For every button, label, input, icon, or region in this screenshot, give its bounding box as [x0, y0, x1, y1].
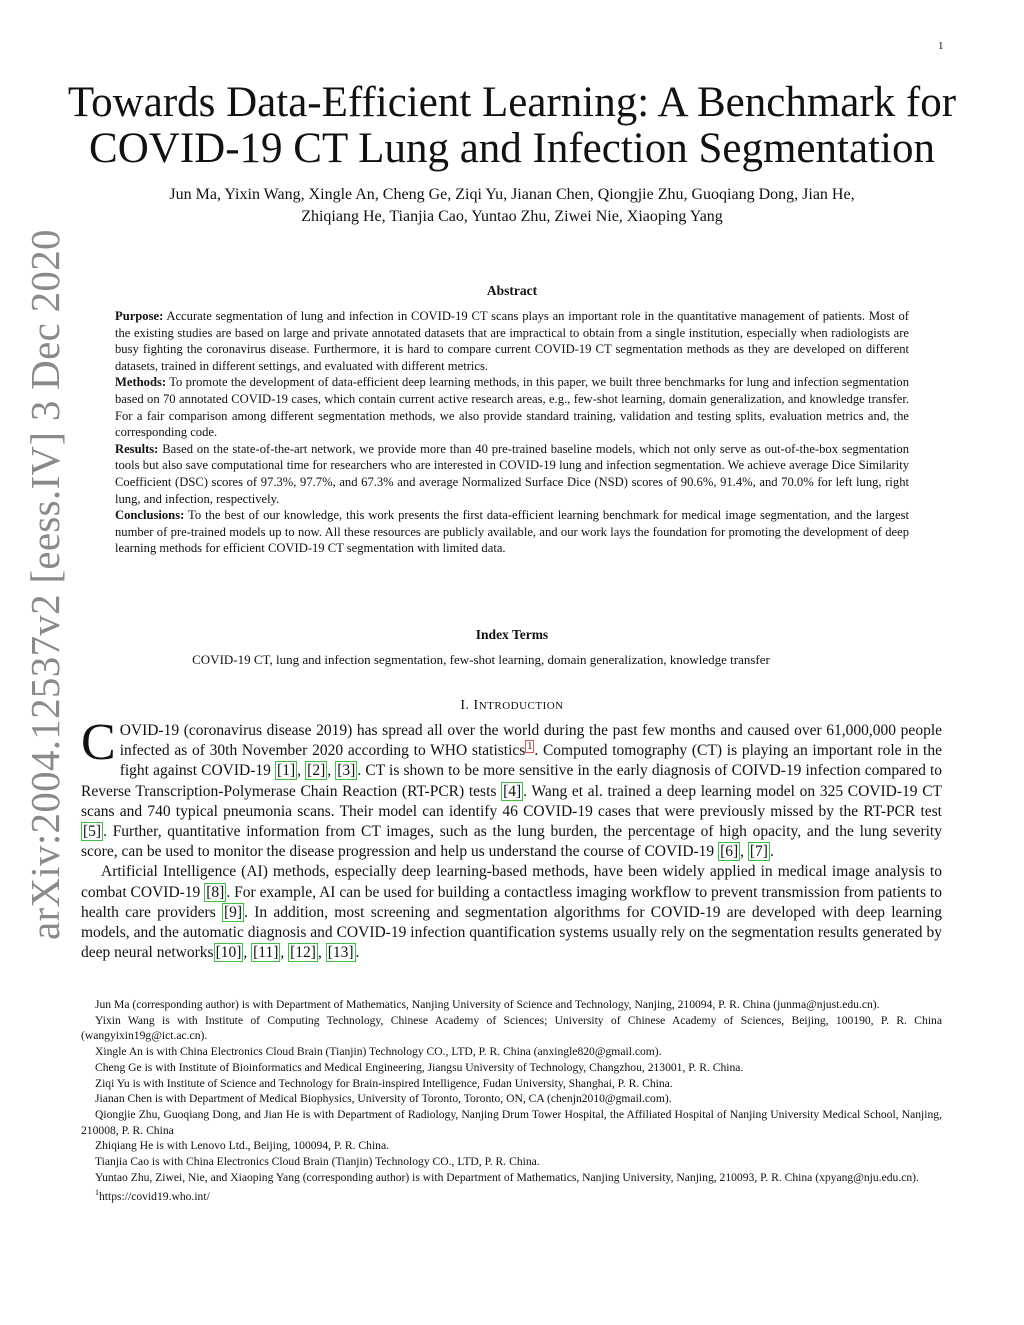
page-number: 1	[938, 40, 944, 52]
section-number: I.	[460, 698, 470, 713]
intro-text: . Computed tomography (CT) is playing an important role in the fight against COVID-19	[119, 742, 942, 780]
affiliation-note: Jun Ma (corresponding author) is with Department of Mathematics, Nanjing University of Science and Technology, Nanjing, 210094, P. R. China (junma@njust.edu.cn).	[95, 998, 880, 1011]
section-title-rest: NTRODUCTION	[478, 700, 564, 712]
results-label: Results:	[115, 441, 159, 456]
intro-paragraph-2: Artificial Intelligence (AI) methods, especially deep learning-based methods, have been widely applied in medical image analysis to combat COVID-19 [8] . For example, AI can be used for building a contactless imaging workflow to prevent transmission from patients to health care providers [9] . In addition, most screening and segmentation algorithms for COVID-19 are developed with deep learning models, and the automatic diagnosis and COVID-19 infection quantification systems usually rely on the segmentation results generated by deep neural networks [10] , [11] , [12] , [13] .	[81, 863, 942, 962]
citation-link[interactable]: [10]	[215, 944, 242, 962]
results-text: Based on the state-of-the-art network, we provide more than 40 pre-trained baseline models, which not only serve as out-of-the-box segmentation tools but also save computational time for researchers who are interested in COVID-19 lung and infection segmentation. We achieve average Dice Similarity Coefficient (DSC) scores of 97.3%, 97.7%, and 67.3% and average Normalized Surface Dice (NSD) scores of 90.6%, 91.4%, and 70.0% for left lung, right lung, and infection, respectively.	[115, 441, 909, 506]
abstract-methods	[115, 374, 909, 440]
intro-text: . Wang et al. trained a deep learning model on 325 COVID-19 CT scans and 740 typical pneumonia scans. Their model can identify 46 COVID-19 cases that were previously missed by the RT-PCR test	[81, 782, 942, 820]
affiliation-note: Yixin Wang is with Institute of Computing Technology, Chinese Academy of Sciences; University of Chinese Academy of Sciences, Beijing, 100190, P. R. China (wangyixin19g@ict.ac.cn).	[81, 1013, 942, 1043]
citation-link[interactable]: [7]	[749, 843, 768, 861]
conclusions-label: Conclusions:	[115, 508, 185, 523]
citation-link[interactable]: [5]	[83, 823, 102, 841]
methods-label: Methods:	[115, 375, 167, 390]
intro-paragraph-1: COVID-19 (coronavirus disease 2019) has spread all over the world during the past few months and caused over 61,000,000 people infected as of 30th November 2020 according to WHO statistics $^1$ . Computed tomography (CT) is playing an important role in the fight against COVID-19 [1] , [2] , [3] . CT is shown to be more sensitive in the early diagnosis of COIVD-19 infection compared to Reverse Transcription-Polymerase Chain Reaction (RT-PCR) tests [4] . Wang et al. trained a deep learning model on 325 COVID-19 CT scans and 740 typical pneumonia scans. Their model can identify 46 COVID-19 cases that were previously missed by the RT-PCR test [5] . Further, quantitative information from CT images, such as the lung burden, the percentage of high opacity, and the lung severity score, can be used to monitor the disease progression and help us understand the course of COVID-19 [6] , [7] .	[81, 714, 943, 861]
introduction-body	[81, 714, 943, 963]
url-footnote	[81, 1185, 942, 1205]
index-terms-heading: Index Terms	[475, 627, 549, 642]
abstract-body	[115, 308, 909, 557]
url-footnote-link[interactable]: https://covid19.who.int/	[99, 1190, 210, 1204]
affiliation-note: Yuntao Zhu, Ziwei, Nie, and Xiaoping Yang (corresponding author) is with Department of Mathematics, Nanjing University, Nanjing, 210093, P. R. China (xpyang@nju.edu.cn).	[95, 1170, 919, 1184]
intro-text: OVID-19 (coronavirus disease 2019) has spread all over the world during the past few months and caused over 61,000,000 people infected as of 30th November 2020 according to WHO statistics	[119, 722, 942, 760]
dropcap: C	[81, 714, 116, 771]
intro-text: . In addition, most screening and segmentation algorithms for COVID-19 are developed with deep learning models, and the automatic diagnosis and COVID-19 infection quantification systems usually rely on the segmentation results generated by deep neural networks	[81, 903, 942, 962]
affiliation-note: Jianan Chen is with Department of Medical Biophysics, University of Toronto, Toronto, ON, CA (chenjn2010@gmail.com).	[95, 1092, 672, 1106]
intro-text: . CT is shown to be more sensitive in the early diagnosis of COIVD-19 infection compared to Reverse Transcription-Polymerase Chain Reaction (RT-PCR) tests	[81, 762, 943, 800]
purpose-text: Accurate segmentation of lung and infection in COVID-19 CT scans plays an important role in the quantitative management of patients. Most of the existing studies are based on large and private annotated datasets that are impractical to obtain from a single institution, especially when radiologists are busy fighting the coronavirus disease. Furthermore, it is hard to compare current COVID-19 CT segmentation methods as they are developed on different datasets, trained in different settings, and evaluated with different metrics.	[115, 309, 909, 373]
index-terms-text: COVID-19 CT, lung and infection segmentation, few-shot learning, domain generalization, knowledge transfer	[192, 652, 770, 667]
citation-link[interactable]: [4]	[503, 782, 522, 800]
citation-link[interactable]: [8]	[206, 883, 225, 901]
abstract-purpose	[115, 308, 909, 374]
methods-text: To promote the development of data-efficient deep learning methods, in this paper, we built three benchmarks for lung and infection segmentation based on 70 annotated COVID-19 cases, which contain current active research areas, e.g., few-shot learning, domain generalization, and knowledge transfer. For a fair comparison among different segmentation methods, we also provide standard training, validation and testing splits, evaluation metrics and, the corresponding code.	[115, 375, 909, 440]
affiliation-note: Cheng Ge is with Institute of Bioinformatics and Medical Engineering, Jiangsu University of Technology, Changzhou, 213001, P. R. China.	[95, 1060, 744, 1074]
authors-line-1: Jun Ma, Yixin Wang, Xingle An, Cheng Ge, Ziqi Yu, Jianan Chen, Qiongjie Zhu, Guoqiang Dong, Jian He,	[169, 186, 855, 203]
intro-text: Artificial Intelligence (AI) methods, especially deep learning-based methods, have been widely applied in medical image analysis to combat COVID-19	[81, 863, 942, 901]
title-line-1: Towards Data-Efficient Learning: A Benchmark for	[67, 79, 957, 126]
affiliation-note: Ziqi Yu is with Institute of Science and Technology for Brain-inspired Intelligence, Fudan University, Shanghai, P. R. China.	[95, 1076, 673, 1090]
abstract-results	[115, 441, 909, 507]
citation-link[interactable]: [12]	[290, 944, 316, 962]
abstract-heading: Abstract	[486, 283, 538, 298]
author-affiliations	[81, 997, 942, 1205]
affiliation-note: Qiongjie Zhu, Guoqiang Dong, and Jian He is with Department of Radiology, Nanjing Drum Tower Hospital, the Affiliated Hospital of Nanjing University Medical School, Nanjing, 210008, P. R. China	[81, 1107, 942, 1137]
purpose-label: Purpose:	[115, 309, 164, 323]
citation-link[interactable]: [6]	[720, 843, 739, 861]
author-list	[80, 184, 944, 228]
citation-link[interactable]: [1]	[277, 762, 296, 780]
intro-text: . Further, quantitative information from CT images, such as the lung burden, the percentage of high opacity, and the lung severity score, can be used to monitor the disease progression and help us understand the course of COVID-19	[81, 823, 942, 861]
section-title-first: I	[473, 698, 479, 713]
title-line-2: COVID-19 CT Lung and Infection Segmentation	[89, 125, 935, 172]
arxiv-stamp: arXiv:2004.12537v2 [eess.IV] 3 Dec 2020	[22, 229, 68, 940]
affiliation-note: Xingle An is with China Electronics Cloud Brain (Tianjin) Technology CO., LTD, P. R. China (anxingle820@gmail.com).	[95, 1045, 662, 1059]
abstract-conclusions	[115, 507, 909, 557]
affiliation-note: Tianjia Cao is with China Electronics Cloud Brain (Tianjin) Technology CO., LTD, P. R. China.	[95, 1155, 540, 1169]
intro-text: . For example, AI can be used for building a contactless imaging workflow to prevent transmission from patients to health care providers	[81, 883, 942, 921]
authors-line-2: Zhiqiang He, Tianjia Cao, Yuntao Zhu, Ziwei Nie, Xiaoping Yang	[301, 208, 723, 225]
citation-link[interactable]: [3]	[337, 762, 356, 780]
citation-link[interactable]: [2]	[307, 762, 326, 780]
citation-link[interactable]: [9]	[223, 903, 243, 921]
section-heading-introduction	[0, 698, 1024, 714]
affiliation-note: Zhiqiang He is with Lenovo Ltd., Beijing, 100094, P. R. China.	[95, 1139, 390, 1153]
footnote-link[interactable]: 1	[527, 741, 533, 753]
conclusions-text: To the best of our knowledge, this work presents the first data-efficient learning benchmark for medical image segmentation, and the largest number of pre-trained models up to now. All these resources are publicly available, and our work lays the foundation for promoting the development of deep learning methods for efficient COVID-19 CT segmentation with limited data.	[115, 508, 910, 556]
citation-link[interactable]: [13]	[327, 944, 354, 962]
paper-title	[60, 80, 964, 172]
citation-link[interactable]: [11]	[253, 944, 279, 962]
url-footnote-mark: 1	[95, 1188, 99, 1198]
